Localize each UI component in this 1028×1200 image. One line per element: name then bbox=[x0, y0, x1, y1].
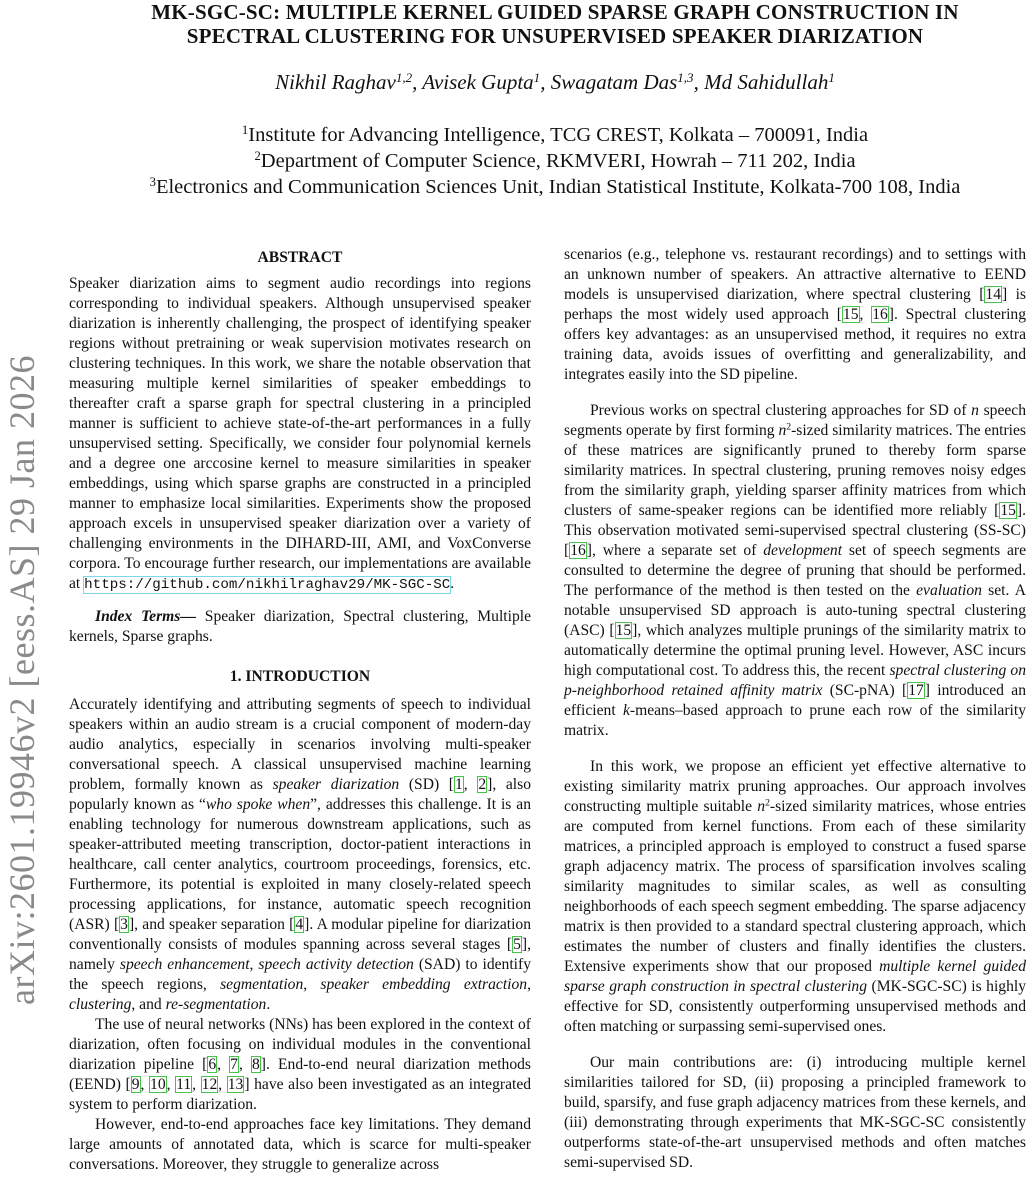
author-affil-sup: 1 bbox=[828, 69, 835, 85]
citation-link[interactable]: 15 bbox=[615, 622, 632, 639]
author-sep: , bbox=[412, 70, 423, 94]
author-sep: , bbox=[540, 70, 551, 94]
abstract-text: Speaker diarization aims to segment audio recordings into regions corresponding to individual speakers. Although unsupervised speaker diarization is inherently challenging, the prospect of identifying speaker regions without pretraining or weak supervision motivates research on clustering techniques. In this work, we share the notable observation that measuring multiple kernel similarities of speaker embeddings to thereafter craft a sparse graph for spectral clustering in a principled manner is sufficient to achieve state-of-the-art performances in a fully unsupervised setting. Specifically, we consider four polynomial kernels and a degree one arccosine kernel to measure similarities in speaker embeddings, using which sparse graphs are constructed in a principled manner to emphasize local similarities. Experiments show the proposed approach excels in unsupervised speaker diarization over a variety of challenging environments in the DIHARD-III, AMI, and VoxConverse corpora. To encourage further research, our implementations are available at bbox=[69, 275, 531, 592]
affiliation-1 bbox=[80, 122, 1028, 148]
affil-sup: 3 bbox=[149, 175, 156, 190]
citation-link[interactable]: 15 bbox=[1000, 502, 1016, 519]
citation-link[interactable]: 6 bbox=[208, 1056, 217, 1073]
citation-link[interactable]: 12 bbox=[201, 1076, 218, 1093]
code-repo-link[interactable]: https://github.com/nikhilraghav29/MK-SGC-SC bbox=[84, 577, 451, 593]
citation-link[interactable]: 5 bbox=[513, 936, 521, 953]
index-terms bbox=[69, 607, 531, 647]
intro-paragraph-5: In this work, we propose an efficient yet effective alternative to existing similarity matrix pruning approaches. Our approach involves constructing multiple suitable $n^2$-sized similarity matrices, whose entries are computed from kernel functions. From each of these similarity matrices, a principled approach is employed to construct a fused sparse graph adjacency matrix. The process of sparsification involves scaling similarity magnitudes to similar scales, as well as consulting neighborhoods of each speech segment embedding. The sparse adjacency matrix is then provided to a standard spectral clustering approach, which estimates the number of clusters and finally identifies the clusters. Extensive experiments show that our proposed multiple kernel guided sparse graph construction in spectral clustering (MK-SGC-SC) is highly effective for SD, consistently outperforming unsupervised methods and often matching or surpassing semi-supervised ones. bbox=[564, 758, 1026, 1035]
citation-link[interactable]: 10 bbox=[150, 1076, 166, 1093]
citation-link[interactable]: 17 bbox=[908, 682, 924, 699]
left-column bbox=[69, 248, 531, 1175]
citation-link[interactable]: 16 bbox=[570, 542, 586, 559]
abstract-heading: ABSTRACT bbox=[257, 249, 343, 266]
affiliation-3 bbox=[80, 174, 1028, 200]
affil-sup: 2 bbox=[254, 149, 261, 164]
citation-link[interactable]: 11 bbox=[176, 1076, 192, 1093]
citation-link[interactable]: 8 bbox=[252, 1056, 260, 1073]
abstract-end: . bbox=[450, 575, 455, 592]
citation-link[interactable]: 4 bbox=[295, 916, 304, 933]
intro-paragraph-3-continued: scenarios (e.g., telephone vs. restaurant recordings) and to settings with an unknown number of speakers. An attractive alternative to EEND models is unsupervised diarization, where spectral clustering [14] is perhaps the most widely used approach [15, 16]. Spectral clustering offers key advantages: as an unsupervised method, it requires no extra training data, avoids issues of overfitting and generalizability, and integrates easily into the SD pipeline. bbox=[564, 246, 1027, 383]
paper-title bbox=[80, 0, 1028, 48]
affil-sup: 1 bbox=[241, 123, 249, 138]
intro-paragraph-2: The use of neural networks (NNs) has been explored in the context of diarization, often focusing on individual modules in the conventional diarization pipeline [6, 7, 8]. End-to-end neural diarization methods (EEND) [9, 10, 11, 12, 13] have also been investigated as an integrated system to perform diarization. bbox=[69, 1016, 532, 1113]
title-line-1: MK-SGC-SC: MULTIPLE KERNEL GUIDED SPARSE GRAPH CONSTRUCTION IN bbox=[151, 0, 959, 24]
author-affil-sup: 1,3 bbox=[677, 69, 694, 85]
citation-link[interactable]: 13 bbox=[227, 1076, 244, 1093]
citation-link[interactable]: 15 bbox=[842, 306, 859, 323]
abstract-body bbox=[69, 274, 531, 595]
citation-link[interactable]: 9 bbox=[131, 1076, 140, 1093]
author-list bbox=[80, 70, 1028, 95]
index-terms-text: Speaker diarization, Spectral clustering, Multiple kernels, Sparse graphs. bbox=[69, 608, 532, 645]
citation-link[interactable]: 1 bbox=[455, 776, 463, 793]
affil-text: Department of Computer Science, RKMVERI, Howrah – 711 202, India bbox=[260, 150, 856, 172]
right-column bbox=[564, 245, 1026, 1173]
author-affil-sup: 1 bbox=[533, 69, 541, 85]
index-terms-label: Index Terms— bbox=[95, 608, 196, 625]
intro-paragraph-3: However, end-to-end approaches face key limitations. They demand large amounts of annotated data, which is scarce for multi-speaker conversations. Moreover, they struggle to generalize across bbox=[69, 1116, 531, 1173]
author-name: Md Sahidullah bbox=[704, 70, 829, 94]
arxiv-identifier: arXiv:2601.19946v2 [eess.AS] 29 Jan 2026 bbox=[2, 355, 42, 1005]
intro-paragraph-6: Our main contributions are: (i) introducing multiple kernel similarities tailored for SD, (ii) proposing a principled framework to build, sparsify, and fuse graph adjacency matrices from these kernels, and (iii) demonstrating through experiments that MK-SGC-SC consistently outperforms state-of-the-art unsupervised methods and often matches semi-supervised SD. bbox=[564, 1054, 1026, 1171]
intro-paragraph-1: Accurately identifying and attributing segments of speech to individual speakers within an audio stream is a crucial component of modern-day audio analytics, especially in scenarios involving multi-speaker conversational speech. A classical unsupervised machine learning problem, formally known as speaker diarization (SD) [1, 2], also popularly known as “who spoke when”, addresses this challenge. It is an enabling technology for numerous downstream applications, such as speaker-attributed meeting transcription, doctor-patient interactions in healthcare, call center analytics, courtroom proceedings, forensics, etc. Furthermore, its potential is exploited in many closely-related speech processing applications, for instance, automatic speech recognition (ASR) [3], and speaker separation [4]. A modular pipeline for diarization conventionally consists of modules spanning across several stages [5], namely speech enhancement, speech activity detection (SAD) to identify the speech regions, segmentation, speaker embedding extraction, clustering, and re-segmentation. bbox=[69, 696, 532, 1013]
affiliation-2 bbox=[80, 148, 1028, 174]
affil-text: Institute for Advancing Intelligence, TCG CREST, Kolkata – 700091, India bbox=[248, 124, 869, 146]
title-line-2: SPECTRAL CLUSTERING FOR UNSUPERVISED SPEAKER DIARIZATION bbox=[186, 24, 924, 48]
citation-link[interactable]: 3 bbox=[120, 916, 128, 933]
author-name: Swagatam Das bbox=[550, 70, 678, 94]
citation-link[interactable]: 2 bbox=[478, 776, 487, 793]
author-name: Nikhil Raghav bbox=[275, 70, 396, 94]
intro-paragraph-4: Previous works on spectral clustering approaches for SD of n speech segments operate by first forming $n^2$-sized similarity matrices. The entries of these matrices are significantly pruned to thereby form sparse similarity matrices. In spectral clustering, pruning removes noisy edges from the similarity graph, yielding sparser affinity matrices from which clusters of same-speaker regions can be identified more reliably [15]. This observation motivated semi-supervised spectral clustering (SS-SC) [16], where a separate set of development set of speech segments are consulted to determine the degree of pruning that should be performed. The performance of the method is then tested on the evaluation set. A notable unsupervised SD approach is auto-tuning spectral clustering (ASC) [15], which analyzes multiple prunings of the similarity matrix to automatically determine the optimal pruning level. However, ASC incurs high computational cost. To address this, the recent spectral clustering on p-neighborhood retained affinity matrix (SC-pNA) [17] introduced an efficient k-means–based approach to prune each row of the similarity matrix. bbox=[564, 402, 1027, 739]
author-affil-sup: 1,2 bbox=[395, 69, 413, 85]
introduction-heading: 1. INTRODUCTION bbox=[229, 668, 371, 685]
arxiv-identifier-margin bbox=[2, 230, 42, 1130]
citation-link[interactable]: 7 bbox=[230, 1056, 238, 1073]
citation-link[interactable]: 16 bbox=[872, 306, 888, 323]
affil-text: Electronics and Communication Sciences Unit, Indian Statistical Institute, Kolkata-700 108, India bbox=[155, 176, 961, 198]
author-sep: , bbox=[693, 70, 705, 94]
author-name: Avisek Gupta bbox=[422, 70, 534, 94]
citation-link[interactable]: 14 bbox=[985, 286, 1001, 303]
